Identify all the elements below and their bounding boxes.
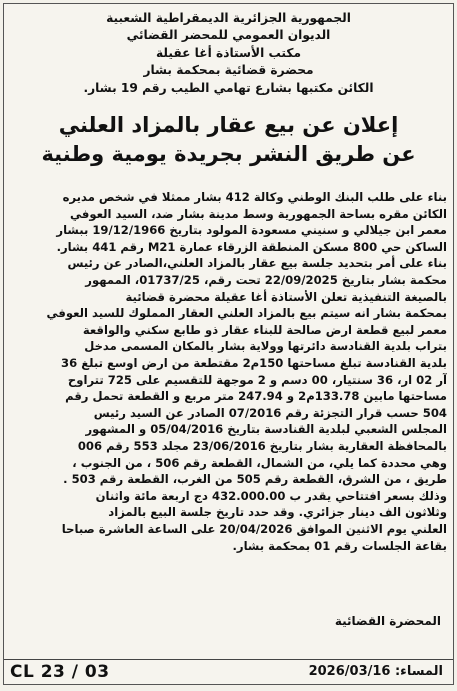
body-line: بلدية القنادسة تبلغ مساحتها 150م2 مقتطعة من ارض اوسع تبلغ 36 [61, 355, 447, 370]
letterhead-line: الكائن مكتبها بشارع تهامي الطيب رقم 19 بشار. [83, 80, 374, 95]
body-line: 504 حسب قرار التجزئة رقم 07/2016 الصادر عن السيد رئيس [93, 405, 447, 420]
notice-title [4, 111, 453, 169]
body-line: طريق ، من الشرق، القطعة رقم 505 من الغرب، القطعة رقم 503 . [63, 472, 447, 487]
body-line: المجلس الشعبي لبلدية القنادسة بتاريخ 05/04/2016 و المشهور [85, 422, 447, 437]
letterhead-line: محضرة قضائية بمحكمة بشار [143, 63, 314, 78]
letterhead [4, 4, 453, 97]
body-line: مساحتها مابين 133.78م2 و 247.94 متر مربع و القطعة تحمل رقم [65, 389, 447, 404]
title-line: عن طريق النشر بجريدة يومية وطنية [41, 142, 416, 167]
publication-code: CL 23 / 03 [10, 662, 110, 682]
body-line: بناء على أمر بتحديد جلسة بيع عقار بالمزاد العلني،الصادر عن رئيس [67, 256, 447, 271]
notice-body [4, 189, 453, 554]
body-line: معمر ابن جيلالي و سنيني مسعودة المولود بتاريخ 19/12/1966 ببشار [56, 223, 447, 238]
letterhead-line: مكتب الأستاذة أغا عقيلة [156, 45, 301, 60]
footer-bar [4, 659, 453, 684]
body-line: بتراب بلدية القنادسة دائرتها وولاية بشار بالمكان المسمى مدخل [84, 339, 447, 354]
body-line: بمحكمة بشار انه سيتم بيع بالمزاد العلني العقار المملوك للسيد العوفي [46, 306, 447, 321]
letterhead-line: الديوان العمومي للمحضر القضائي [126, 28, 331, 43]
body-line: وثلاثون الف دينار جزائري. وقد حدد تاريخ جلسة البيع بالمزاد [108, 505, 447, 520]
body-line: معمر لبيع قطعة ارض صالحة للبناء عقار ذو طابع سكني والواقعة [82, 322, 447, 337]
body-line: وذلك بسعر افتتاحي يقدر ب 432.000.00 دج اربعة مائة واثنان [95, 488, 447, 503]
body-line: العلني يوم الاثنين الموافق 20/04/2026 على الساعة العاشرة صباحا [61, 521, 447, 536]
letterhead-line: الجمهورية الجزائرية الديمقراطية الشعبية [106, 11, 351, 25]
body-line: محكمة بشار بتاريخ 22/09/2025 تحت رقم، 01737/25، الممهور [85, 273, 447, 287]
body-line: بالصيغة التنفيذية تعلن الأستاذة أغا عقيلة محضرة قضائية [125, 289, 447, 304]
signature: المحضرة القضائية [334, 614, 441, 628]
notice-sheet [3, 3, 454, 685]
body-line: بقاعة الجلسات رقم 01 بمحكمة بشار. [232, 538, 447, 553]
body-line: الكائن مقره بساحة الجمهورية وسط مدينة بشار ضد، السيد العوفي [70, 206, 447, 221]
title-line: إعلان عن بيع عقار بالمزاد العلني [58, 113, 399, 138]
body-line: آر 02 ار، 36 سنتيار، 00 دسم و 2 موجهة للتقسيم على 725 تتراوح [67, 372, 447, 387]
body-line: وهي محددة كما يلي، من الشمال، القطعة رقم 506 ، من الجنوب ، [72, 455, 447, 470]
body-line: بناء على طلب البنك الوطني وكالة 412 بشار ممثلا في شخص مديره [62, 190, 447, 205]
body-line: الساكن حي 800 مسكن المنطقة الزرقاء عمارة M21 رقم 441 بشار. [56, 239, 447, 254]
publication-date: المساء: 2026/03/16 [308, 664, 443, 679]
body-line: بالمحافظة العقارية بشار بتاريخ 23/06/2016 مجلد 553 رقم 006 [77, 438, 447, 453]
